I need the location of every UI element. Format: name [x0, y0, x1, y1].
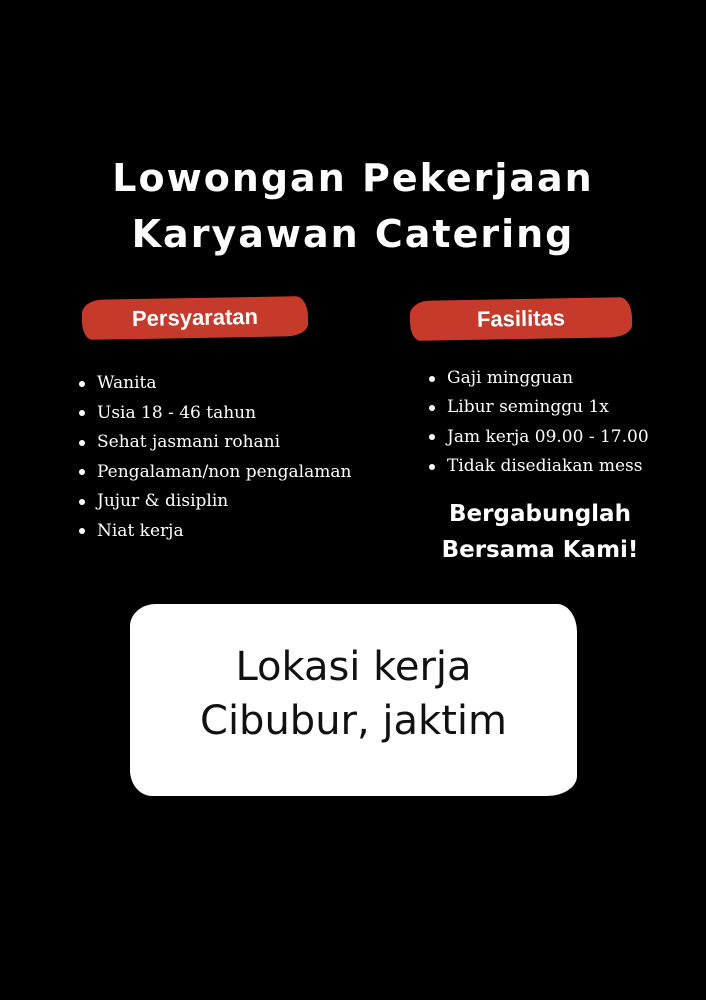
title-line-2: Karyawan Catering — [131, 212, 575, 256]
requirement-item: Niat kerja — [79, 517, 389, 547]
requirement-item: Pengalaman/non pengalaman — [79, 458, 389, 488]
location-line-2: Cibubur, jaktim — [200, 698, 507, 744]
poster-title — [0, 150, 706, 262]
requirement-item: Sehat jasmani rohani — [79, 428, 389, 458]
call-to-action — [410, 496, 670, 568]
facility-item: Jam kerja 09.00 - 17.00 — [429, 423, 689, 452]
cta-line-2: Bersama Kami! — [441, 537, 639, 563]
requirements-banner: Persyaratan — [82, 296, 309, 340]
title-line-1: Lowongan Pekerjaan — [112, 156, 594, 200]
facilities-list — [429, 364, 689, 481]
requirement-item: Jujur & disiplin — [79, 487, 389, 517]
location-box — [130, 604, 577, 796]
location-text — [130, 640, 577, 748]
facility-item: Libur seminggu 1x — [429, 393, 689, 422]
requirement-item: Usia 18 - 46 tahun — [79, 399, 389, 429]
facility-item: Tidak disediakan mess — [429, 452, 689, 481]
requirements-list — [79, 369, 389, 546]
requirement-item: Wanita — [79, 369, 389, 399]
facilities-banner: Fasilitas — [410, 297, 633, 341]
facility-item: Gaji mingguan — [429, 364, 689, 393]
location-line-1: Lokasi kerja — [235, 644, 472, 690]
cta-line-1: Bergabunglah — [449, 501, 631, 527]
